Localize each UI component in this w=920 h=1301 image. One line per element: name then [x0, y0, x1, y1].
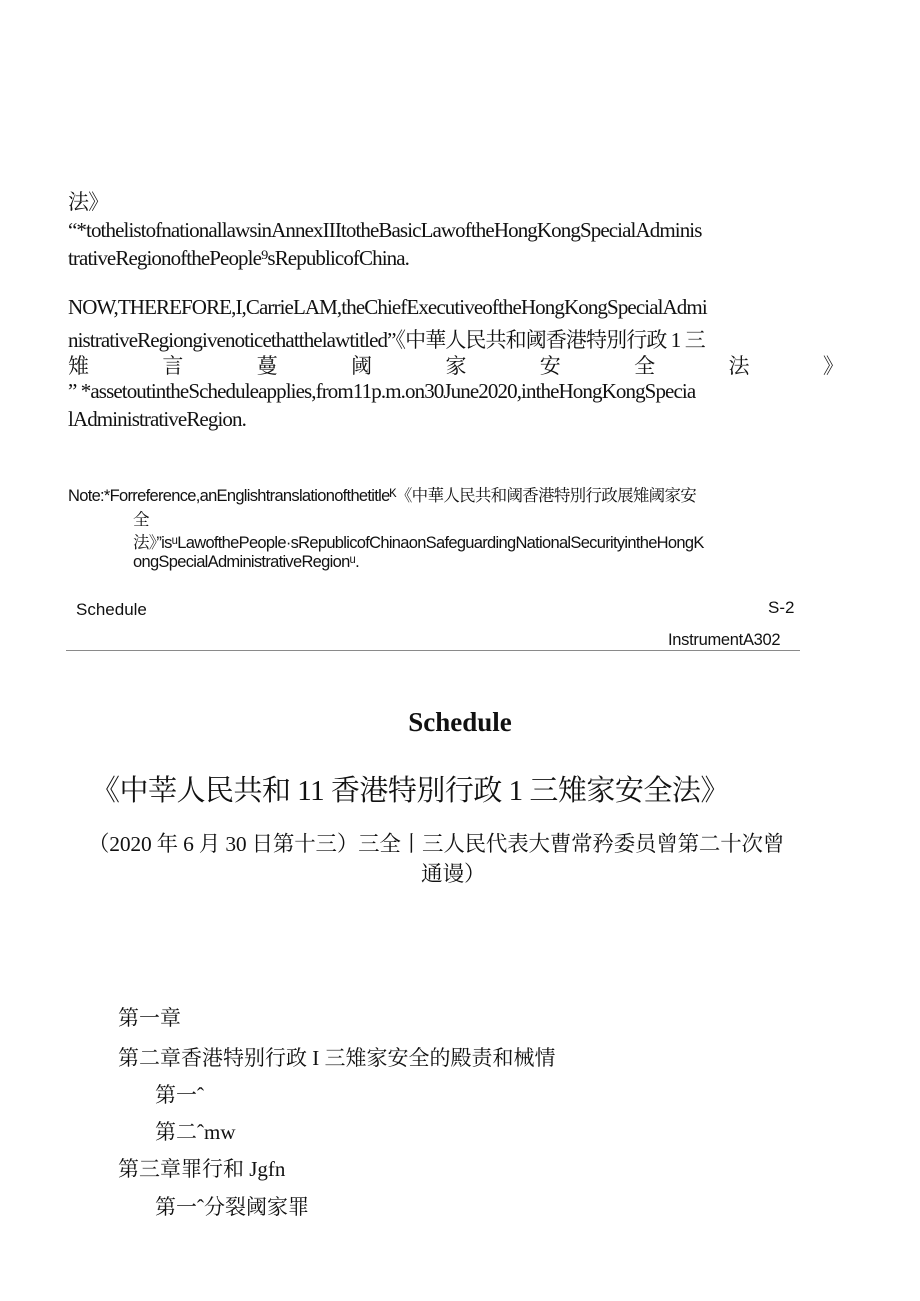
- notice-char: 全: [634, 354, 655, 378]
- notice-char: 法: [728, 354, 749, 378]
- law-title: 《中莘人民共和 11 香港特別行政 1 三雉家安全法》: [91, 775, 729, 807]
- notice-char: 阈: [351, 354, 372, 378]
- notice-line-3-spread: [68, 350, 843, 380]
- notice-line-2: nistrativeRegiongivenoticethatthelawtitled”《中華人民共和阈香港特別行政 1 三: [68, 328, 705, 352]
- note-line-2: 全: [133, 511, 149, 529]
- header-divider: [66, 650, 800, 651]
- note-line-3: 法》”isᵘLawofthePeople·sRepublicofChinaonSafeguardingNationalSecurityintheHongK: [133, 534, 704, 552]
- page-number: S-2: [768, 598, 795, 617]
- intro-line-3: trativeRegionofthePeople⁹sRepublicofChina.: [68, 246, 410, 270]
- toc-section-2-2: 第二ˆmw: [155, 1120, 236, 1144]
- schedule-title: Schedule: [408, 707, 512, 737]
- notice-char: 雉: [68, 354, 89, 378]
- toc-chapter-1: 第一章: [118, 1006, 181, 1030]
- toc-section-2-1: 第一ˆ: [155, 1083, 204, 1107]
- adoption-line-2: 通谩）: [421, 862, 486, 886]
- intro-line-1: 法》: [68, 190, 109, 214]
- notice-line-4: ” *assetoutintheScheduleapplies,from11p.m.on30June2020,intheHongKongSpecia: [68, 379, 696, 403]
- notice-char: 家: [445, 354, 466, 378]
- notice-char: 蔓: [256, 354, 277, 378]
- notice-char: 》: [822, 354, 843, 378]
- instrument-number: InstrumentA302: [668, 631, 781, 649]
- notice-line-1: NOW,THEREFORE,I,CarrieLAM,theChiefExecutiveoftheHongKongSpecialAdmi: [68, 295, 707, 319]
- notice-line-5: lAdministrativeRegion.: [68, 407, 246, 431]
- header-left-label: Schedule: [76, 600, 147, 619]
- notice-char: 言: [162, 354, 183, 378]
- toc-section-3-1: 第一ˆ分裂阈家罪: [155, 1195, 309, 1219]
- intro-line-2: “*tothelistofnationallawsinAnnexIIItotheBasicLawoftheHongKongSpecialAdminis: [68, 218, 702, 242]
- notice-char: 安: [539, 354, 560, 378]
- adoption-line-1: （2020 年 6 月 30 日第十三）三全丨三人民代表大曹常矜委员曾第二十次曾: [88, 832, 785, 856]
- toc-chapter-3: 第三章罪行和 Jgfn: [118, 1157, 286, 1181]
- toc-chapter-2: 第二章香港特别行政 I 三雉家安全的殿责和械情: [118, 1046, 556, 1070]
- note-line-4: ongSpecialAdministrativeRegionᵘ.: [133, 553, 360, 571]
- note-line-1: Note:*Forreference,anEnglishtranslationofthetitleᴷ《中華人民共和阈香港特別行政展雉阈家安: [68, 487, 697, 505]
